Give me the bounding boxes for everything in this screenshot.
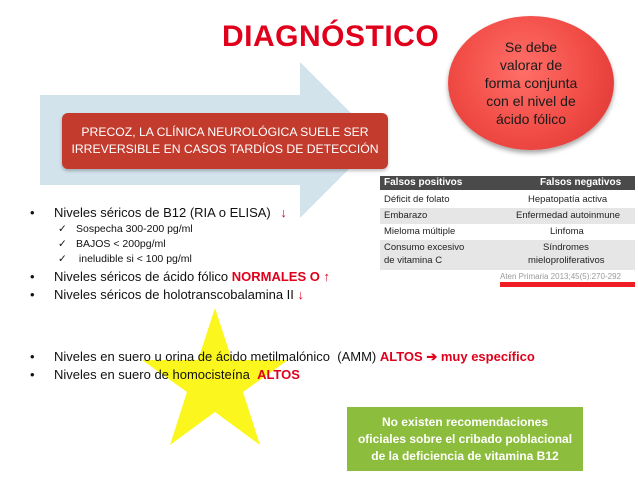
bubble-line: con el nivel de (486, 93, 576, 109)
list-subitem (30, 237, 330, 252)
checkmark-icon: ✓ (58, 238, 67, 250)
right-arrow-icon: ➔ (426, 349, 438, 364)
bullet-highlight: ALTOS (257, 367, 300, 382)
list-item (30, 268, 330, 286)
recommendation-line: No existen recomendaciones (381, 414, 549, 429)
page-title: DIAGNÓSTICO (222, 20, 440, 53)
early-detection-banner (62, 113, 388, 169)
bullet-list-2 (30, 348, 535, 384)
bullet-list-1 (30, 204, 330, 304)
list-item (30, 348, 535, 366)
table-reference: Aten Primaria 2013;45(5):270-292 (500, 272, 621, 281)
bullet-dot-icon: • (30, 367, 35, 382)
table-cell: mieloproliferativos (528, 255, 605, 266)
table-row (380, 240, 635, 270)
list-item (30, 204, 330, 222)
recommendation-line: oficiales sobre el cribado poblacional (357, 431, 573, 446)
red-accent-bar (500, 282, 635, 287)
bubble-line: forma conjunta (484, 75, 578, 91)
bullet-highlight: ALTOS (379, 349, 427, 364)
table-cell: Mieloma múltiple (384, 226, 456, 237)
table-row (380, 208, 635, 224)
table-cell: Embarazo (384, 210, 428, 221)
table-cell: de vitamina C (384, 255, 443, 266)
table-cell: Síndromes (543, 242, 589, 253)
bullet-text: Niveles en suero de homocisteína (54, 367, 258, 382)
table-cell: Enfermedad autoinmune (516, 210, 621, 221)
bullet-dot-icon: • (30, 269, 35, 284)
table-cell: Déficit de folato (384, 194, 450, 205)
list-subitem (30, 252, 330, 267)
list-item (30, 366, 535, 384)
bullet-text: Niveles séricos de B12 (RIA o ELISA) (54, 205, 271, 220)
banner-line-1: PRECOZ, LA CLÍNICA NEUROLÓGICA SUELE SER (81, 125, 369, 139)
table-cell: Consumo excesivo (384, 242, 465, 253)
bullet-text: Niveles séricos de holotranscobalamina II (54, 287, 298, 302)
banner-line-2: IRREVERSIBLE EN CASOS TARDÍOS DE DETECCIÓN (71, 142, 379, 156)
folic-acid-note-bubble (448, 16, 614, 150)
bullet-dot-icon: • (30, 205, 35, 220)
bubble-line: ácido fólico (495, 111, 567, 127)
bubble-line: Se debe (504, 39, 558, 55)
bullet-highlight: muy específico (437, 349, 535, 364)
bullet-dot-icon: • (30, 349, 35, 364)
subitem-text: ineludible si < 100 pg/ml (76, 253, 192, 265)
header-false-negatives: Falsos negativos (540, 177, 622, 188)
down-arrow-icon: ↓ (297, 287, 305, 302)
subitem-text: BAJOS < 200pg/ml (76, 238, 166, 250)
checkmark-icon: ✓ (58, 223, 67, 235)
recommendation-line: de la deficiencia de vitamina B12 (371, 448, 559, 463)
header-false-positives: Falsos positivos (384, 177, 463, 188)
down-arrow-icon: ↓ (280, 205, 287, 220)
table-cell: Hepatopatía activa (528, 194, 608, 205)
table-header (380, 176, 635, 190)
bullet-text: Niveles séricos de ácido fólico (54, 269, 232, 284)
list-subitem (30, 222, 330, 237)
recommendation-box (347, 407, 583, 471)
list-item (30, 286, 330, 304)
false-results-table (380, 176, 635, 287)
bullet-text: Niveles en suero u orina de ácido metilmalónico (AMM) (54, 349, 380, 364)
table-row (380, 224, 635, 240)
bubble-line: valorar de (499, 57, 563, 73)
bullet-highlight: NORMALES O ↑ (231, 269, 330, 284)
checkmark-icon: ✓ (58, 253, 67, 265)
table-row (380, 192, 635, 208)
subitem-text: Sospecha 300-200 pg/ml (76, 223, 193, 235)
table-cell: Linfoma (550, 226, 584, 237)
bullet-dot-icon: • (30, 287, 35, 302)
